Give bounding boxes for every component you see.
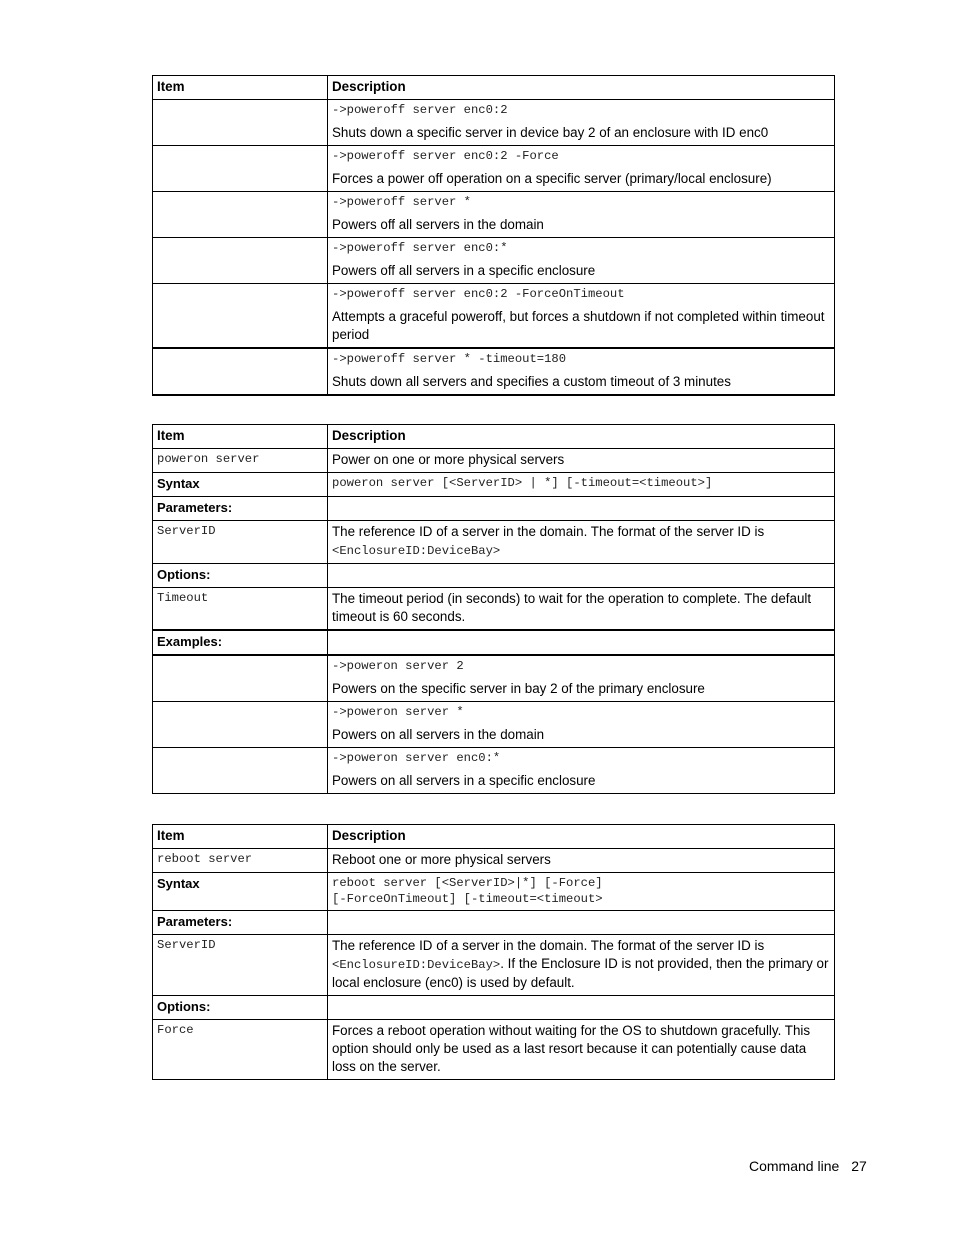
example-description: Attempts a graceful poweroff, but forces a shutdown if not completed within timeout period (332, 309, 825, 342)
example-command: ->poweron server 2 (332, 659, 464, 673)
parameter-description: The reference ID of a server in the domain. The format of the server ID is <EnclosureID:DeviceBay> (328, 521, 835, 564)
parameter-row (153, 935, 835, 996)
syntax-label: Syntax (153, 873, 328, 911)
empty-cell (328, 564, 835, 588)
table-row (153, 146, 835, 192)
parameters-row (153, 911, 835, 935)
parameter-description: The reference ID of a server in the domain. The format of the server ID is <EnclosureID:DeviceBay>. If the Enclosure ID is not provided, then the primary or local enclosure (enc0) is used by default. (328, 935, 835, 996)
parameters-label: Parameters: (153, 497, 328, 521)
item-header: Item (153, 825, 328, 849)
example-command: ->poweron server enc0:* (332, 751, 501, 765)
command-name: reboot server (153, 849, 328, 873)
option-name: Force (153, 1020, 328, 1080)
options-label: Options: (153, 564, 328, 588)
footer-section-title: Command line (749, 1158, 840, 1174)
description-cell (328, 284, 835, 349)
item-cell (153, 192, 328, 238)
command-row (153, 849, 835, 873)
parameter-format: <EnclosureID:DeviceBay> (332, 544, 501, 558)
example-command: ->poweroff server enc0:2 -ForceOnTimeout (332, 287, 625, 301)
parameter-format: <EnclosureID:DeviceBay> (332, 958, 501, 972)
example-description: Shuts down a specific server in device bay 2 of an enclosure with ID enc0 (332, 125, 769, 140)
description-cell (328, 238, 835, 284)
option-name: Timeout (153, 588, 328, 631)
table-row (153, 238, 835, 284)
empty-cell (328, 497, 835, 521)
option-row (153, 1020, 835, 1080)
item-cell (153, 748, 328, 794)
example-description: Powers off all servers in the domain (332, 217, 544, 232)
command-name: poweron server (153, 449, 328, 473)
options-row (153, 564, 835, 588)
parameter-name: ServerID (153, 521, 328, 564)
empty-cell (328, 911, 835, 935)
poweron-server-table (152, 424, 835, 794)
item-cell (153, 702, 328, 748)
table-row (153, 284, 835, 349)
reboot-server-table (152, 824, 835, 1080)
option-row (153, 588, 835, 631)
syntax-label: Syntax (153, 473, 328, 497)
example-description: Powers on the specific server in bay 2 of the primary enclosure (332, 681, 705, 696)
item-cell (153, 284, 328, 349)
options-label: Options: (153, 996, 328, 1020)
syntax-value: reboot server [<ServerID>|*] [-Force] [-ForceOnTimeout] [-timeout=<timeout> (328, 873, 835, 911)
description-cell (328, 702, 835, 748)
example-description: Powers on all servers in a specific enclosure (332, 773, 596, 788)
page-footer (749, 1158, 867, 1174)
example-command: ->poweroff server enc0:2 -Force (332, 149, 559, 163)
description-cell (328, 748, 835, 794)
item-cell (153, 238, 328, 284)
item-cell (153, 655, 328, 702)
poweroff-examples-table (152, 75, 835, 396)
example-description: Shuts down all servers and specifies a custom timeout of 3 minutes (332, 374, 731, 389)
example-command: ->poweroff server * (332, 195, 471, 209)
description-cell (328, 192, 835, 238)
empty-cell (328, 996, 835, 1020)
parameter-row (153, 521, 835, 564)
description-cell (328, 146, 835, 192)
syntax-row (153, 873, 835, 911)
description-cell (328, 100, 835, 146)
command-description: Reboot one or more physical servers (328, 849, 835, 873)
item-header: Item (153, 76, 328, 100)
example-description: Powers on all servers in the domain (332, 727, 545, 742)
example-command: ->poweroff server enc0:* (332, 241, 508, 255)
syntax-value: poweron server [<ServerID> | *] [-timeout=<timeout>] (328, 473, 835, 497)
table-row (153, 655, 835, 702)
item-cell (153, 348, 328, 395)
table-row (153, 348, 835, 395)
syntax-row (153, 473, 835, 497)
example-command: ->poweroff server enc0:2 (332, 103, 508, 117)
table-header-row (153, 425, 835, 449)
item-cell (153, 146, 328, 192)
item-header: Item (153, 425, 328, 449)
parameters-label: Parameters: (153, 911, 328, 935)
description-header: Description (328, 425, 835, 449)
options-row (153, 996, 835, 1020)
example-description: Powers off all servers in a specific enclosure (332, 263, 596, 278)
description-cell (328, 348, 835, 395)
description-header: Description (328, 76, 835, 100)
empty-cell (328, 630, 835, 655)
examples-row (153, 630, 835, 655)
description-header: Description (328, 825, 835, 849)
parameter-name: ServerID (153, 935, 328, 996)
command-description: Power on one or more physical servers (328, 449, 835, 473)
description-cell (328, 655, 835, 702)
page-number: 27 (851, 1158, 867, 1174)
example-description: Forces a power off operation on a specific server (primary/local enclosure) (332, 171, 772, 186)
table-row (153, 748, 835, 794)
table-header-row (153, 76, 835, 100)
item-cell (153, 100, 328, 146)
table-row (153, 702, 835, 748)
examples-label: Examples: (153, 630, 328, 655)
parameters-row (153, 497, 835, 521)
command-row (153, 449, 835, 473)
table-header-row (153, 825, 835, 849)
table-row (153, 192, 835, 238)
example-command: ->poweron server * (332, 705, 464, 719)
example-command: ->poweroff server * -timeout=180 (332, 352, 567, 366)
option-description: Forces a reboot operation without waiting for the OS to shutdown gracefully. This option should only be used as a last resort because it can potentially cause data loss on the server. (328, 1020, 835, 1080)
table-row (153, 100, 835, 146)
option-description: The timeout period (in seconds) to wait for the operation to complete. The default timeout is 60 seconds. (328, 588, 835, 631)
